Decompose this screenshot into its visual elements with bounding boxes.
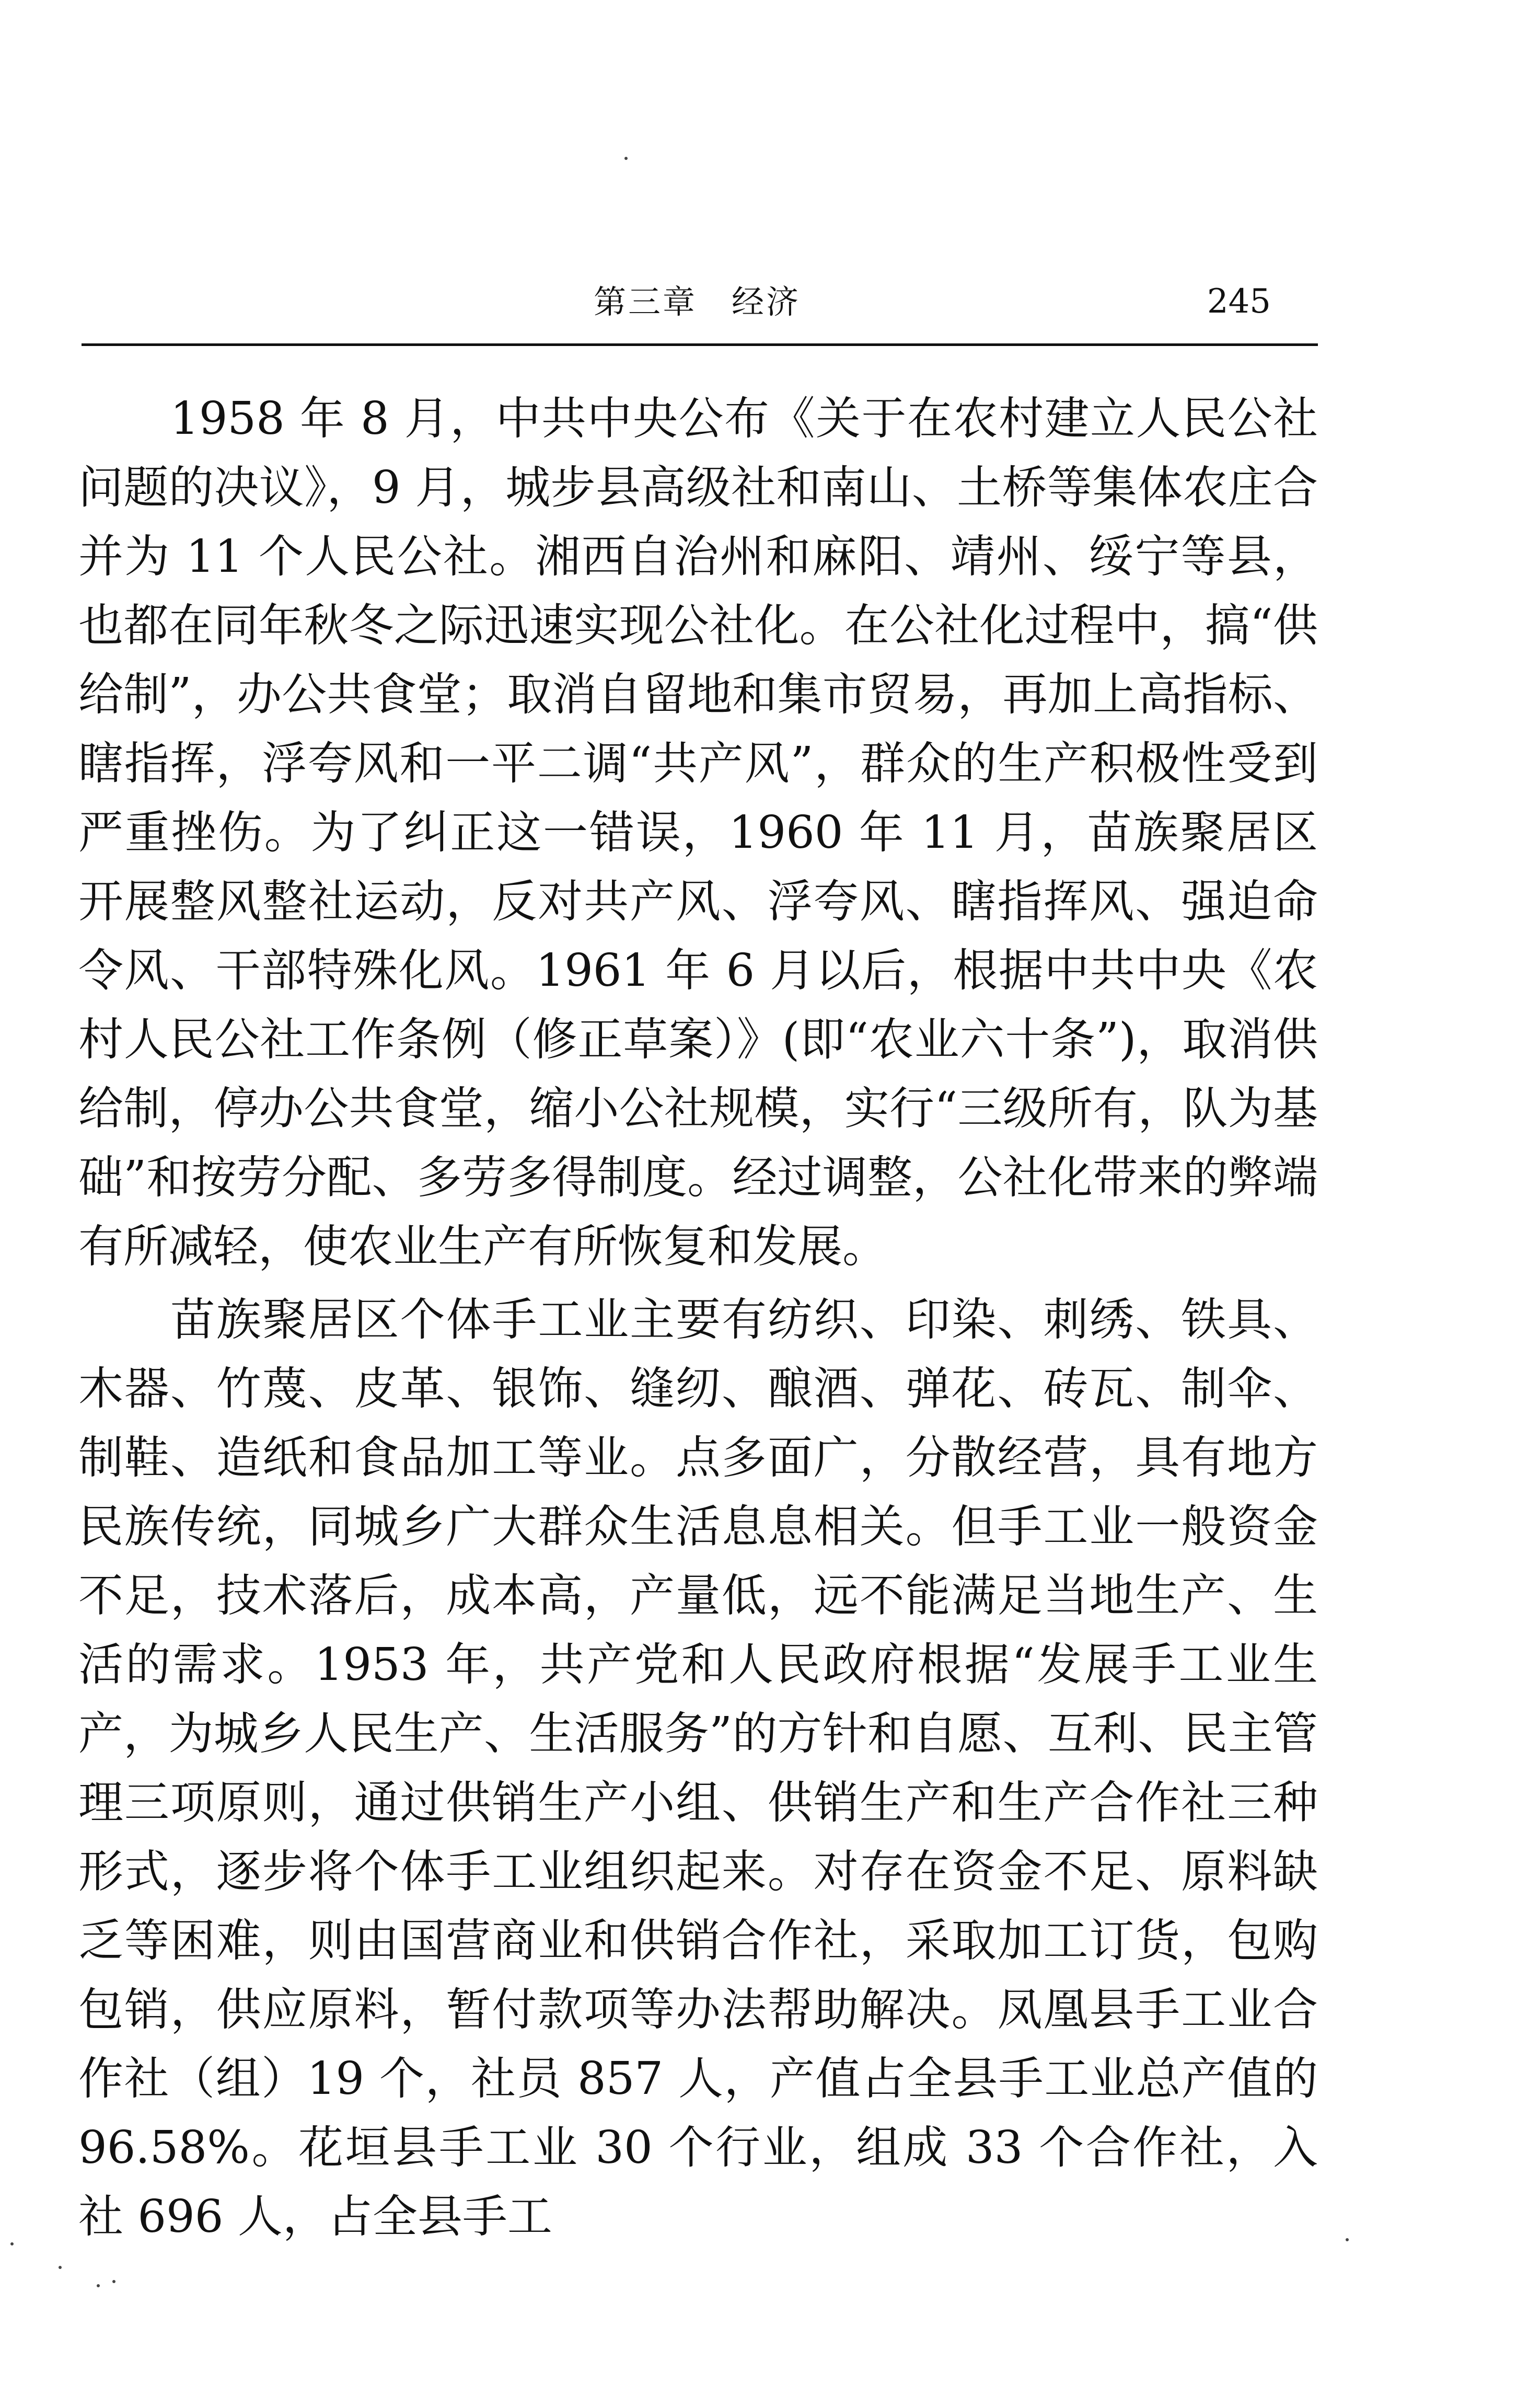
scan-speck [112, 2280, 115, 2283]
paragraph-handicraft: 苗族聚居区个体手工业主要有纺织、印染、刺绣、铁具、木器、竹蔑、皮革、银饰、缝纫、酿酒、弹花、砖瓦、制伞、制鞋、造纸和食品加工等业。点多面广，分散经营，具有地方民族传统，同城乡广大群众生活息息相关。但手工业一般资金不足，技术落后，成本高，产量低，远不能满足当地生产、生活的需求。1953 年，共产党和人民政府根据“发展手工业生产，为城乡人民生产、生活服务”的方针和自愿、互利、民主管理三项原则，通过供销生产小组、供销生产和生产合作社三种形式，逐步将个体手工业组织起来。对存在资金不足、原料缺乏等困难，则由国营商业和供销合作社，采取加工订货，包购包销，供应原料，暂付款项等办法帮助解决。凤凰县手工业合作社（组）19 个，社员 857 人，产值占全县手工业总产值的 96.58%。花垣县手工业 30 个行业，组成 33 个合作社，入社 696 人，占全县手工 [78, 1294, 1318, 2243]
header-rule [82, 343, 1318, 346]
scan-speck [59, 2266, 62, 2269]
paragraph-people-commune: 1958 年 8 月，中共中央公布《关于在农村建立人民公社问题的决议》，9 月，城步县高级社和南山、土桥等集体农庄合并为 11 个人民公社。湘西自治州和麻阳、靖州、绥宁等县，也都在同年秋冬之际迅速实现公社化。在公社化过程中，搞“供给制”，办公共食堂；取消自留地和集市贸易，再加上高指标、瞎指挥，浮夸风和一平二调“共产风”，群众的生产积极性受到严重挫伤。为了纠正这一错误，1960 年 11 月，苗族聚居区开展整风整社运动，反对共产风、浮夸风、瞎指挥风、强迫命令风、干部特殊化风。1961 年 6 月以后，根据中共中央《农村人民公社工作条例（修正草案）》(即“农业六十条”)，取消供给制，停办公共食堂，缩小公社规模，实行“三级所有，队为基础”和按劳分配、多劳多得制度。经过调整，公社化带来的弊端有所减轻，使农业生产有所恢复和发展。 [78, 393, 1318, 1273]
chapter-title: 第三章 经济 [594, 283, 801, 321]
scan-speck [624, 157, 628, 160]
scan-speck [1346, 2238, 1349, 2241]
scan-speck [97, 2284, 100, 2287]
page-header [82, 280, 1318, 324]
body-text [78, 384, 1318, 2251]
scan-speck [10, 2242, 14, 2245]
page-number: 245 [1207, 282, 1271, 321]
